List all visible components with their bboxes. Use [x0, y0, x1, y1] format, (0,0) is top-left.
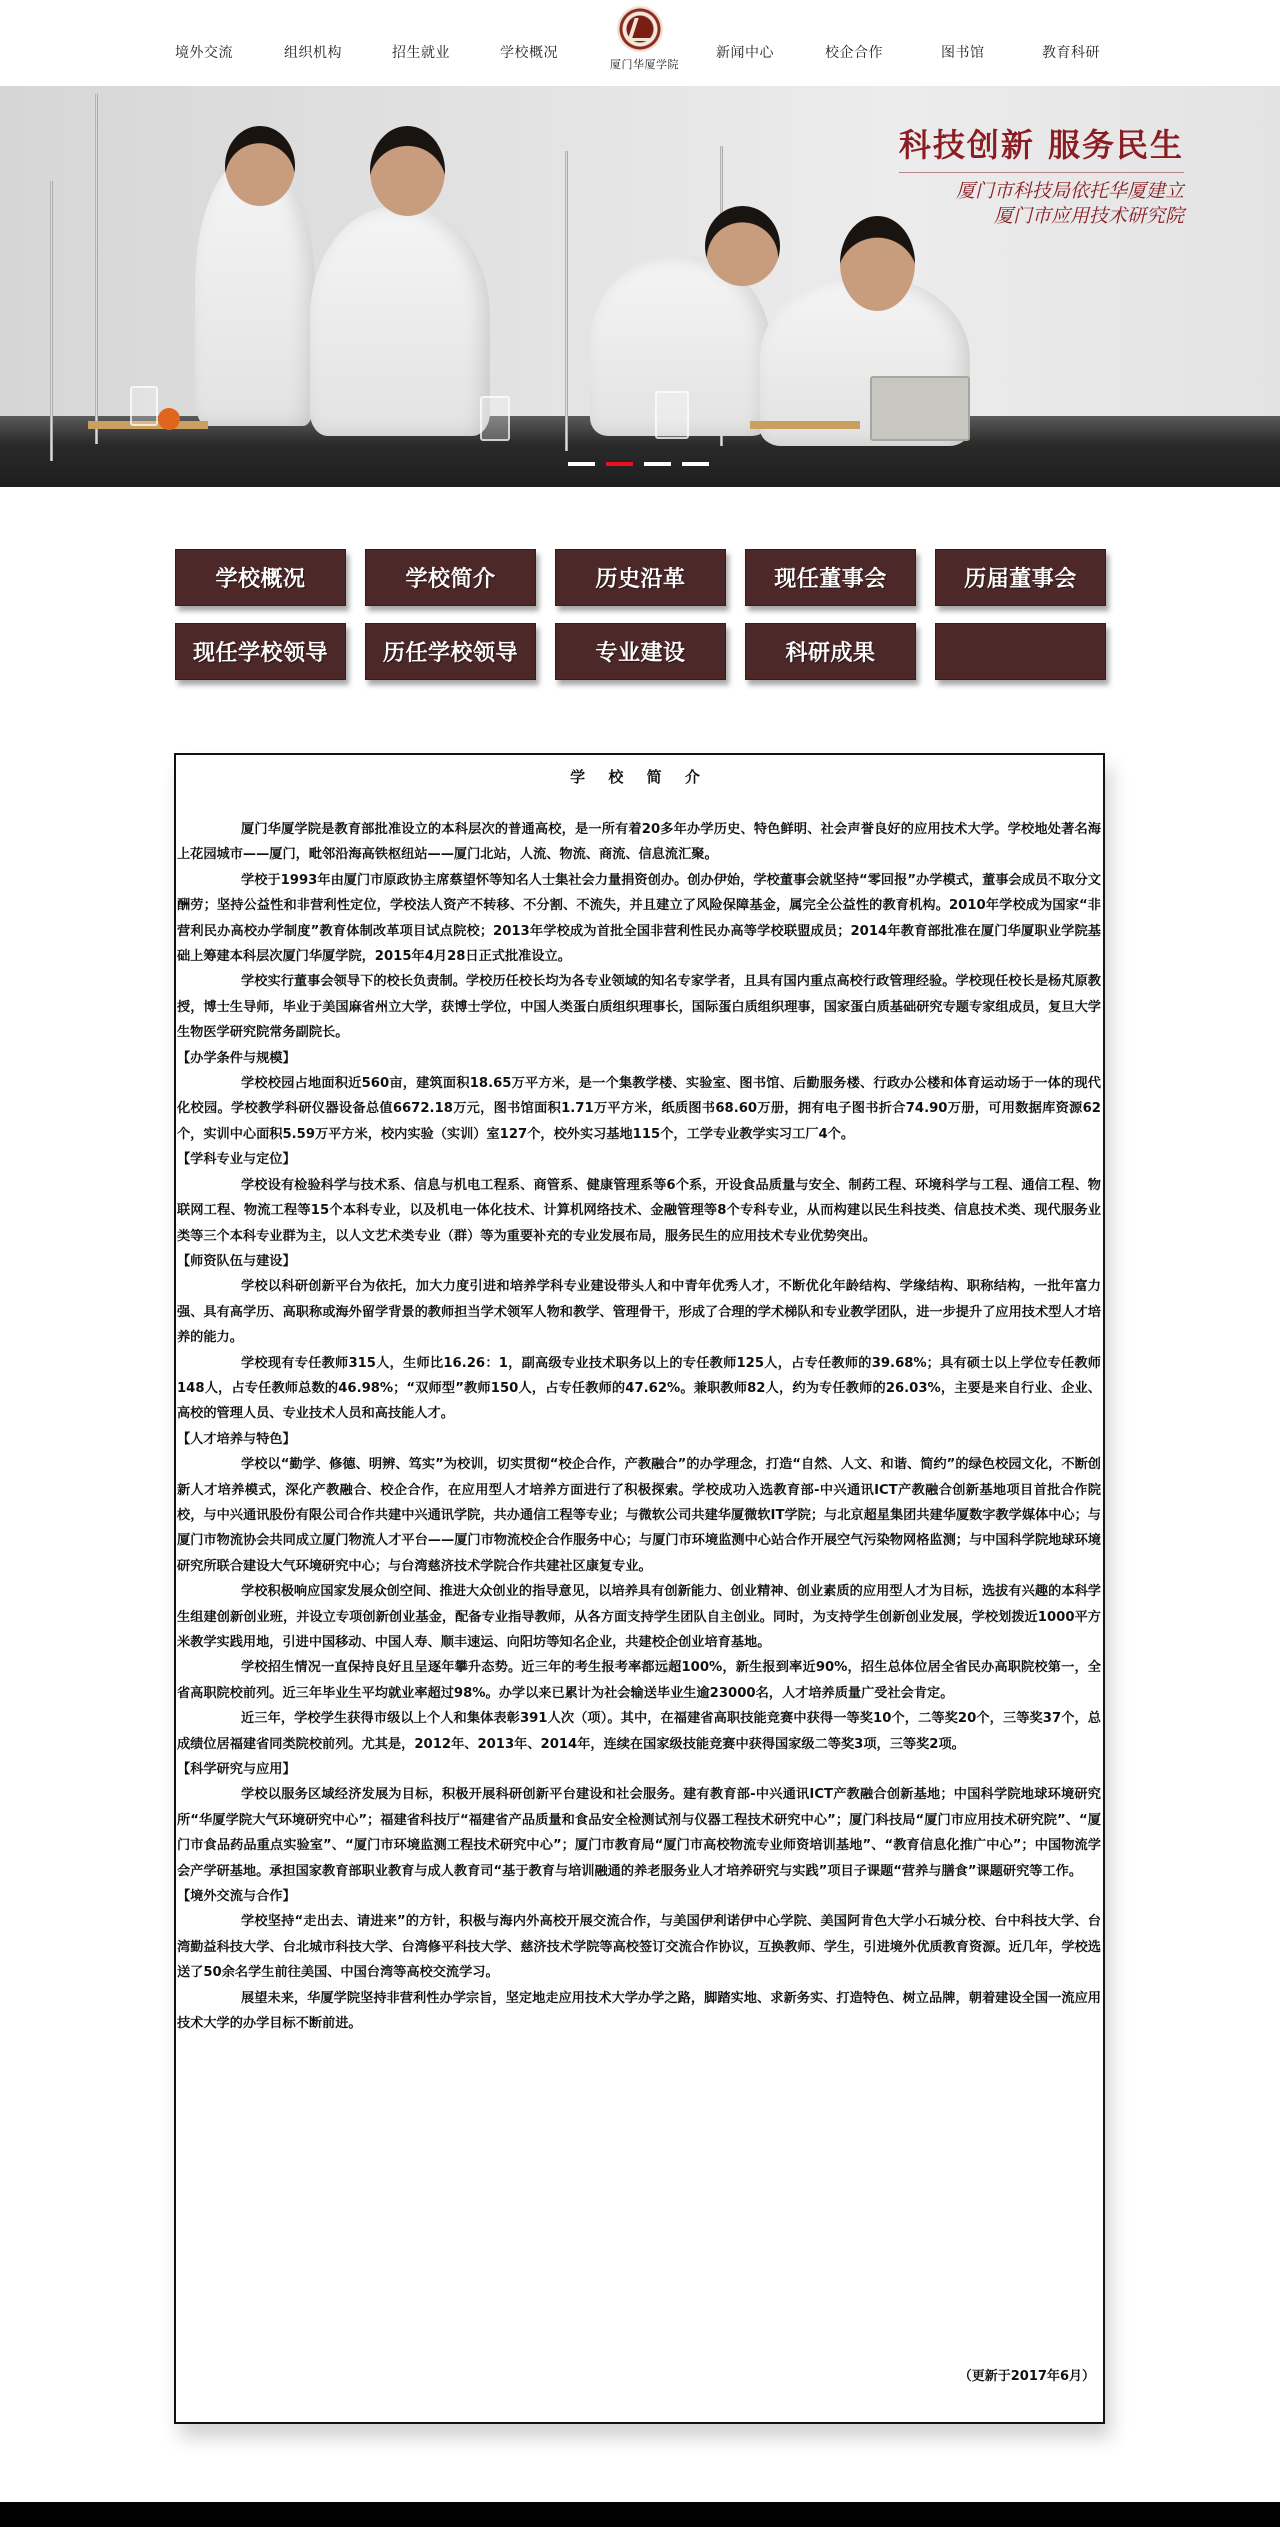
slider-indicators: [568, 462, 709, 466]
student-head: [840, 216, 915, 311]
slider-dot-3[interactable]: [644, 462, 671, 466]
student-head: [225, 126, 295, 206]
student-head: [370, 126, 445, 216]
section-heading-faculty: 【师资队伍与建设】: [177, 1253, 296, 1269]
student-figure: [310, 206, 490, 436]
section-heading-international: 【境外交流与合作】: [177, 1889, 296, 1905]
menu-button-empty[interactable]: [935, 623, 1106, 680]
nav-item-overseas-exchange[interactable]: 境外交流: [175, 45, 233, 61]
article-paragraph: 学校招生情况一直保持良好且呈逐年攀升态势。近三年的考生报考率都远超100%，新生报到率近90%，招生总体位居全省民办高职院校第一，全省高职院校前列。近三年毕业生平均就业率超过98%。办学以来已累计为社会输送毕业生逾23000名，人才培养质量广受社会肯定。: [177, 1660, 1101, 1701]
article-paragraph: 学校以科研创新平台为依托，加大力度引进和培养学科专业建设带头人和中青年优秀人才，不断优化年龄结构、学缘结构、职称结构，一批年富力强、具有高学历、高职称或海外留学背景的教师担当学术领军人物和教学、管理骨干，形成了合理的学术梯队和专业教学团队，进一步提升了应用技术型人才培养的能力。: [177, 1279, 1101, 1346]
slider-dot-4[interactable]: [682, 462, 709, 466]
last-updated-note: （更新于2017年6月）: [958, 2369, 1095, 2384]
article-paragraph: 学校坚持“走出去、请进来”的方针，积极与海内外高校开展交流合作，与美国伊利诺伊中心学院、美国阿肯色大学小石城分校、台中科技大学、台湾勤益科技大学、台北城市科技大学、台湾修平科技大学、慈济技术学院等高校签订交流合作协议，互换教师、学生，引进境外优质教育资源。近几年，学校选送了50余名学生前往美国、中国台湾等高校交流学习。: [177, 1914, 1101, 1981]
article-paragraph: 学校以服务区域经济发展为目标，积极开展科研创新平台建设和社会服务。建有教育部-中兴通讯ICT产教融合创新基地；中国科学院地球环境研究所“华厦学院大气环境研究中心”；福建省科技厅“福建省产品质量和食品安全检测试剂与仪器工程技术研究中心”；厦门科技局“厦门市应用技术研究院”、“厦门市食品药品重点实验室”、“厦门市环境监测工程技术研究中心”；厦门市教育局“厦门市高校物流专业师资培训基地”、“教育信息化推广中心”；中国物流学会产学研基地。承担国家教育部职业教育与成人教育司“基于教育与培训融通的养老服务业人才培养研究与实践”项目子课题“营养与膳食”课题研究等工作。: [177, 1787, 1101, 1879]
hero-headline: [899, 120, 1184, 229]
hero-slogan: 科技创新 服务民生: [899, 120, 1184, 173]
hero-banner[interactable]: [0, 86, 1280, 487]
nav-item-news[interactable]: 新闻中心: [716, 45, 774, 61]
menu-button-past-boards[interactable]: 历届董事会: [935, 549, 1106, 606]
article-paragraph: 学校现有专任教师315人，生师比16.26：1，副高级专业技术职务以上的专任教师125人，占专任教师的39.68%；具有硕士以上学位专任教师148人，占专任教师总数的46.98%；“双师型”教师150人，占专任教师的47.62%。兼职教师82人，约为专任教师的26.03%，主要是来自行业、企业、高校的管理人员、专业技术人员和高技能人才。: [177, 1355, 1101, 1422]
nav-item-admissions[interactable]: 招生就业: [392, 45, 450, 61]
article-paragraph: 展望未来，华厦学院坚持非营利性办学宗旨，坚定地走应用技术大学办学之路，脚踏实地、求新务实、打造特色、树立品牌，朝着建设全国一流应用技术大学的办学目标不断前进。: [177, 1990, 1101, 2032]
test-tube-rack: [750, 421, 860, 429]
nav-item-research[interactable]: 教育科研: [1042, 45, 1100, 61]
article-title: 学 校 简 介: [570, 768, 709, 786]
article-paragraph: 学校于1993年由厦门市原政协主席蔡望怀等知名人士集社会力量捐资创办。创办伊始，学校董事会就坚持“零回报”办学模式，董事会成员不取分文酬劳；坚持公益性和非营利性定位，学校法人资产不转移、不分割、不流失，并且建立了风险保障基金，属完全公益性的教育机构。2010年学校成为国家“非营利民办高校办学制度”教育体制改革项目试点院校；2013年学校成为首批全国非营利性民办高等学校联盟成员；2014年教育部批准在厦门华厦职业学院基础上筹建本科层次厦门华厦学院，2015年4月28日正式批准设立。: [177, 872, 1101, 965]
menu-button-school-overview[interactable]: 学校概况: [175, 549, 346, 606]
article-paragraph: 厦门华厦学院是教育部批准设立的本科层次的普通高校，是一所有着20多年办学历史、特色鲜明、社会声誉良好的应用技术大学。学校地处著名海上花园城市——厦门，毗邻沿海高铁枢纽站——厦门北站，人流、物流、商流、信息流汇聚。: [177, 822, 1101, 863]
overview-menu-grid: [175, 549, 1109, 680]
section-heading-talent-cultivation: 【人才培养与特色】: [177, 1431, 296, 1447]
top-nav: [0, 0, 1280, 86]
section-heading-disciplines: 【学科专业与定位】: [177, 1152, 296, 1168]
lab-stand-rod: [565, 151, 568, 451]
footer-bar: [0, 2502, 1280, 2527]
article-paragraph: 近三年，学校学生获得市级以上个人和集体表彰391人次（项）。其中，在福建省高职技能竞赛中获得一等奖10个，二等奖20个，三等奖37个，总成绩位居福建省同类院校前列。尤其是，2012年、2013年、2014年，连续在国家级技能竞赛中获得国家级二等奖3项，三等奖2项。: [177, 1711, 1101, 1752]
lab-stand-rod: [95, 94, 98, 444]
section-heading-research: 【科学研究与应用】: [177, 1762, 296, 1778]
lab-stand-rod: [50, 181, 53, 461]
menu-button-current-board[interactable]: 现任董事会: [745, 549, 916, 606]
nav-item-library[interactable]: 图书馆: [941, 45, 985, 61]
beaker: [480, 396, 510, 441]
menu-button-past-leaders[interactable]: 历任学校领导: [365, 623, 536, 680]
article-paragraph: 学校实行董事会领导下的校长负责制。学校历任校长均为各专业领域的知名专家学者，且具有国内重点高校行政管理经验。学校现任校长是杨芃原教授，博士生导师，毕业于美国麻省州立大学，获博士学位，中国人类蛋白质组织理事长，国际蛋白质组织理事，国家蛋白质基础研究专题专家组成员，复旦大学生物医学研究院常务副院长。: [177, 974, 1101, 1041]
nav-item-organization[interactable]: 组织机构: [284, 45, 342, 61]
section-heading-facilities: 【办学条件与规模】: [177, 1050, 296, 1066]
rubber-bulb: [158, 408, 180, 430]
nav-item-school-overview[interactable]: 学校概况: [500, 45, 558, 61]
school-name: 厦门华厦学院: [610, 58, 679, 71]
beaker: [130, 386, 158, 426]
school-logo[interactable]: [610, 6, 679, 82]
school-emblem-icon: [617, 6, 663, 52]
beaker: [655, 391, 689, 439]
menu-button-programs[interactable]: 专业建设: [555, 623, 726, 680]
slider-dot-1[interactable]: [568, 462, 595, 466]
menu-button-school-introduction[interactable]: 学校简介: [365, 549, 536, 606]
student-head: [705, 206, 780, 286]
article-paragraph: 学校校园占地面积近560亩，建筑面积18.65万平方米，是一个集教学楼、实验室、图书馆、后勤服务楼、行政办公楼和体育运动场于一体的现代化校园。学校教学科研仪器设备总值6672.18万元，图书馆面积1.71万平方米，纸质图书68.60万册，拥有电子图书折合74.90万册，可用数据库资源62个，实训中心面积5.59万平方米，校内实验（实训）室127个，校外实习基地115个，工学专业教学实习工厂4个。: [177, 1076, 1101, 1142]
menu-button-history[interactable]: 历史沿革: [555, 549, 726, 606]
article-body: [176, 817, 1103, 2037]
hero-subline-2: 厦门市应用技术研究院: [993, 205, 1184, 227]
menu-button-research-results[interactable]: 科研成果: [745, 623, 916, 680]
menu-button-current-leaders[interactable]: 现任学校领导: [175, 623, 346, 680]
nav-item-industry-cooperation[interactable]: 校企合作: [825, 45, 883, 61]
hero-subline-1: 厦门市科技局依托华厦建立: [955, 180, 1184, 202]
article-paragraph: 学校以“勤学、修德、明辨、笃实”为校训，切实贯彻“校企合作，产教融合”的办学理念，打造“自然、人文、和谐、简约”的绿色校园文化，不断创新人才培养模式，深化产教融合、校企合作，在应用型人才培养方面进行了积极探索。学校成功入选教育部-中兴通讯ICT产教融合创新基地项目首批合作院校，与中兴通讯股份有限公司合作共建中兴通讯学院，共办通信工程等专业；与微软公司共建华厦微软IT学院；与北京超星集团共建华厦数字教学媒体中心；与厦门市物流协会共同成立厦门物流人才平台——厦门市物流校企合作服务中心；与厦门市环境监测中心站合作开展空气污染物网格监测；与中国科学院地球环境研究所联合建设大气环境研究中心；与台湾慈济技术学院合作共建社区康复专业。: [177, 1457, 1101, 1574]
school-introduction-article: [174, 753, 1105, 2424]
slider-dot-2-active[interactable]: [606, 462, 633, 466]
lab-equipment: [870, 376, 970, 441]
article-paragraph: 学校积极响应国家发展众创空间、推进大众创业的指导意见，以培养具有创新能力、创业精神、创业素质的应用型人才为目标，选拔有兴趣的本科学生组建创新创业班，并设立专项创新创业基金，配备专业指导教师，从各方面支持学生团队自主创业。同时，为支持学生创新创业发展，学校划拨近1000平方米教学实践用地，引进中国移动、中国人寿、顺丰速运、向阳坊等知名企业，共建校企创业培育基地。: [177, 1584, 1101, 1650]
article-paragraph: 学校设有检验科学与技术系、信息与机电工程系、商管系、健康管理系等6个系，开设食品质量与安全、制药工程、环境科学与工程、通信工程、物联网工程、物流工程等15个本科专业，以及机电一体化技术、计算机网络技术、金融管理等8个专科专业，从而构建以民生科技类、信息技术类、现代服务业类等三个本科专业群为主，以人文艺术类专业（群）等为重要补充的专业发展布局，服务民生的应用技术专业优势突出。: [177, 1177, 1101, 1244]
